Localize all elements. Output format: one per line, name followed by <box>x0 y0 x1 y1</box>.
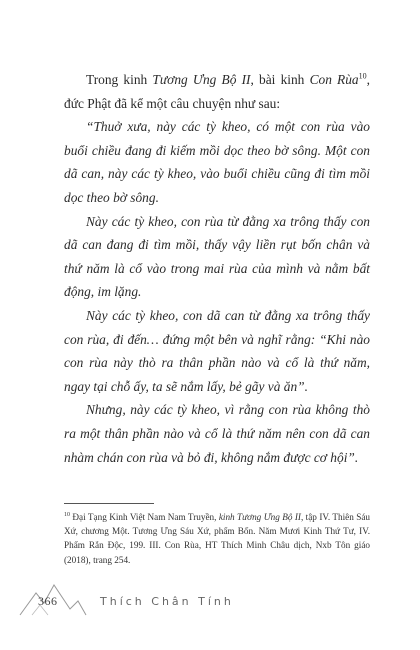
footnote-number: 10 <box>64 511 70 518</box>
paragraph-quote-4: Nhưng, này các tỳ kheo, vì rằng con rùa không thò ra một thân phần nào và cổ là thứ năm nên con dã can nhàm chán con rùa và bỏ đi, không nắm được cơ hội”. <box>64 402 370 465</box>
paragraph-intro: Trong kinh Tương Ưng Bộ II, bài kinh Con Rùa$^{10}$, đức Phật đã kể một câu chuyện như sau: <box>64 71 370 111</box>
page-number: 366 <box>38 594 58 608</box>
paragraph-quote-3: Này các tỳ kheo, con dã can từ đằng xa trông thấy con rùa, đi đến… đứng một bên và nghĩ rằng: “Khi nào con rùa này thò ra thân phần nào và cổ là thứ năm, ngay tại chỗ ấy, ta sẽ nắm lấy, bẻ gãy và ăn”. <box>64 307 370 394</box>
sutta-collection-title: Tương Ưng Bộ II <box>152 72 251 87</box>
footnote-ref[interactable]: 10 <box>358 71 367 81</box>
footnote-divider <box>64 503 154 504</box>
paragraph-quote-1: “Thuở xưa, này các tỳ kheo, có một con rùa vào buổi chiều đang đi kiếm mồi dọc theo bờ sông. Một con dã can, này các tỳ kheo, vào buổi chiều cũng đi tìm mồi dọc theo bờ sông. <box>64 119 370 205</box>
footnote-title: kinh Tương Ưng Bộ II <box>218 512 301 522</box>
footnote: $^{10}$ Đại Tạng Kinh Việt Nam Nam Truyền, kinh Tương Ưng Bộ II, tập IV. Thiên Sáu Xứ, chương Một. Tương Ưng Sáu Xứ, phẩm Bốn. Năm Mươi Kinh Thứ Tư, IV. Phẩm Rắn Độc, 199. III. Con Rùa, HT Thích Minh Châu dịch, Nxb Tôn giáo (2018), trang 254. <box>64 511 371 565</box>
page-footer <box>0 575 420 635</box>
author-name: Thích Chân Tính <box>100 595 234 608</box>
sutta-title: Con Rùa <box>309 72 359 87</box>
main-text <box>64 68 370 469</box>
paragraph-quote-2: Này các tỳ kheo, con rùa từ đằng xa trông thấy con dã can đang đi tìm mồi, thấy vậy liền rụt bốn chân và thứ năm là cổ vào trong mai rùa của mình và nằm bất động, im lặng. <box>64 213 370 300</box>
